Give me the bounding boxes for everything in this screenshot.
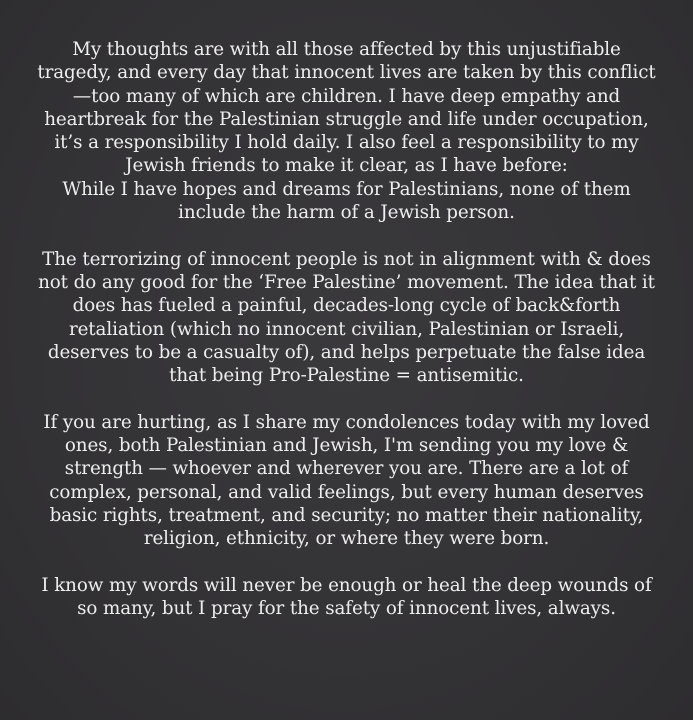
paragraph-line: retaliation (which no innocent civilian, Palestinian or Israeli, xyxy=(68,318,625,340)
paragraph-line: The terrorizing of innocent people is not in alignment with & does xyxy=(42,248,651,270)
paragraph-line: complex, personal, and valid feelings, but every human deserves xyxy=(49,481,644,503)
paragraph-line: —too many of which are children. I have deep empathy and xyxy=(72,85,621,107)
paragraph-line: include the harm of a Jewish person. xyxy=(178,202,515,224)
paragraph-line: heartbreak for the Palestinian struggle and life under occupation, xyxy=(44,108,649,130)
paragraph-spacer xyxy=(0,387,693,410)
paragraph-1 xyxy=(0,38,693,224)
paragraph-line: deserves to be a casualty of), and helps perpetuate the false idea xyxy=(47,341,646,363)
paragraph-line: I know my words will never be enough or heal the deep wounds of xyxy=(41,574,652,596)
paragraph-line: not do any good for the ‘Free Palestine’ movement. The idea that it xyxy=(38,271,655,293)
paragraph-spacer xyxy=(0,224,693,247)
paragraph-line: basic rights, treatment, and security; no matter their nationality, xyxy=(49,504,644,526)
paragraph-line: does has fueled a painful, decades-long cycle of back&forth xyxy=(72,295,621,317)
paragraph-line: it’s a responsibility I hold daily. I also feel a responsibility to my xyxy=(54,132,639,154)
paragraph-line: that being Pro-Palestine = antisemitic. xyxy=(169,365,524,387)
paragraph-line: While I have hopes and dreams for Palestinians, none of them xyxy=(62,178,631,200)
paragraph-line: so many, but I pray for the safety of innocent lives, always. xyxy=(77,598,616,620)
paragraph-line: If you are hurting, as I share my condolences today with my loved xyxy=(43,411,650,433)
paragraph-line: religion, ethnicity, or where they were born. xyxy=(143,528,550,550)
paragraph-3 xyxy=(0,411,693,551)
paragraph-2 xyxy=(0,248,693,388)
paragraph-line: My thoughts are with all those affected by this unjustifiable xyxy=(72,39,621,60)
paragraph-spacer xyxy=(0,551,693,574)
paragraph-4 xyxy=(0,574,693,621)
paragraph-line: strength — whoever and wherever you are. There are a lot of xyxy=(64,458,629,480)
paragraph-line: tragedy, and every day that innocent lives are taken by this conflict xyxy=(37,62,656,84)
paragraph-line: ones, both Palestinian and Jewish, I'm sending you my love & xyxy=(64,435,629,457)
paragraph-line: Jewish friends to make it clear, as I have before: xyxy=(125,155,568,177)
